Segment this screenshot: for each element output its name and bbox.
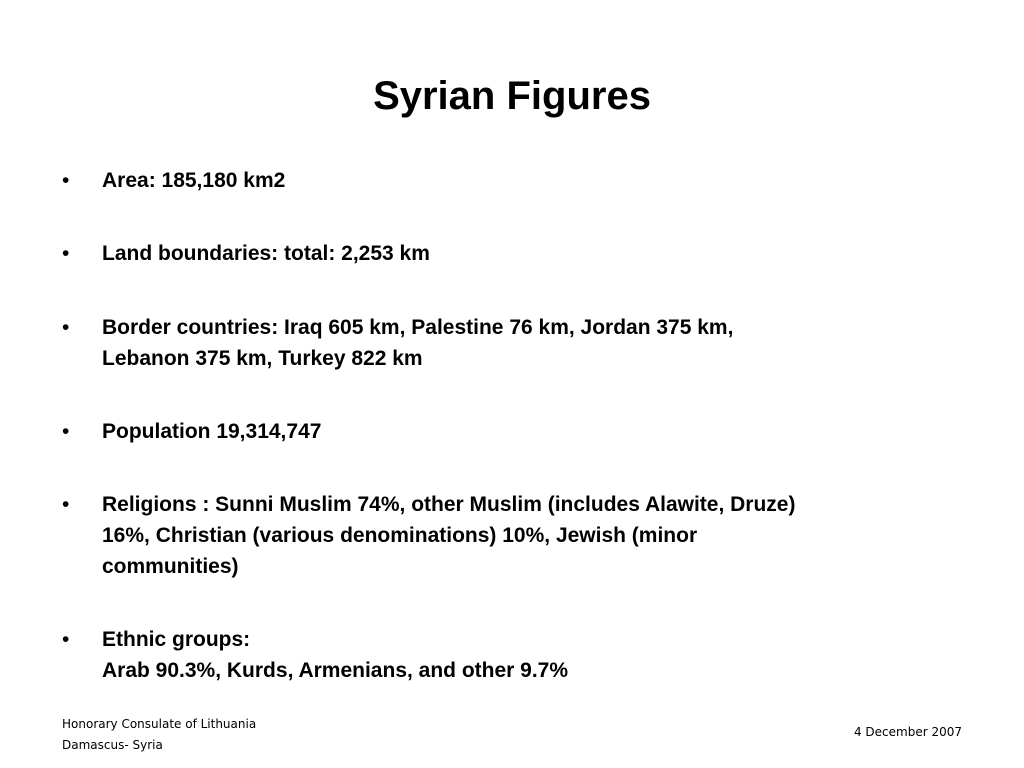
bullet-item-border-countries (62, 312, 962, 374)
bullet-item-ethnic-groups (62, 624, 962, 686)
bullet-line: 16%, Christian (various denominations) 10%, Jewish (minor (102, 524, 698, 547)
bullet-text (102, 165, 962, 196)
footer-location-line: Damascus- Syria (62, 738, 163, 752)
bullet-text (102, 416, 962, 447)
bullet-line: Ethnic groups: (102, 628, 251, 651)
bullet-line: Arab 90.3%, Kurds, Armenians, and other 9.7% (102, 659, 569, 682)
bullet-marker: • (62, 628, 70, 651)
bullet-marker: • (62, 242, 70, 265)
slide-title: Syrian Figures (373, 74, 651, 118)
bullet-item-population (62, 416, 962, 447)
footer-org-line: Honorary Consulate of Lithuania (62, 717, 257, 731)
bullet-text (102, 238, 962, 269)
bullet-text (102, 489, 962, 582)
footer-date: 4 December 2007 (853, 725, 962, 739)
bullet-line: Border countries: Iraq 605 km, Palestine 76 km, Jordan 375 km, (102, 316, 734, 339)
bullet-line: Area: 185,180 km2 (102, 169, 286, 192)
bullet-item-religions (62, 489, 962, 582)
bullet-line: communities) (102, 555, 239, 578)
bullet-item-land-boundaries (62, 238, 962, 269)
bullet-marker: • (62, 493, 70, 516)
bullet-line: Population 19,314,747 (102, 420, 322, 443)
bullet-line: Lebanon 375 km, Turkey 822 km (102, 347, 423, 370)
bullet-marker: • (62, 316, 70, 339)
bullet-marker: • (62, 169, 70, 192)
bullet-line: Land boundaries: total: 2,253 km (102, 242, 430, 265)
bullet-text (102, 624, 962, 686)
bullet-line: Religions : Sunni Muslim 74%, other Muslim (includes Alawite, Druze) (102, 493, 796, 516)
bullet-text (102, 312, 962, 374)
bullet-item-area (62, 165, 962, 196)
bullet-marker: • (62, 420, 70, 443)
footer-organization (62, 714, 256, 756)
